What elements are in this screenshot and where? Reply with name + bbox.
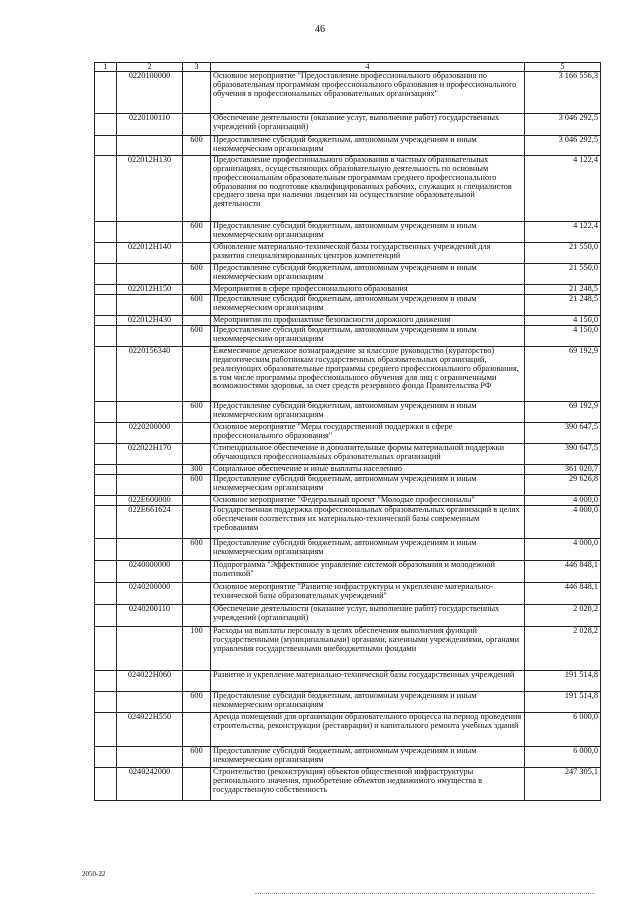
description-cell: Предоставление субсидий бюджетным, автономным учреждениям и иным некоммерческим организациям [211, 747, 525, 768]
budget-code-cell [117, 136, 183, 156]
table-row [95, 475, 601, 496]
expense-type-cell: 600 [183, 295, 211, 316]
row-index-cell [95, 264, 117, 285]
description-cell: Предоставление профессионального образования в частных образовательных организациях, осуществляющих образовательную деятельность по основным профессиональным образовательным программам среднего профессионального образования по подготовке квалифицированных рабочих, служащих и специалистов среднего звена при наличии лицензии на осуществление образовательной деятельности [211, 156, 525, 222]
row-index-cell [95, 465, 117, 475]
expense-type-cell: 600 [183, 136, 211, 156]
expense-type-cell: 300 [183, 465, 211, 475]
row-index-cell [95, 444, 117, 465]
budget-code-cell: 0240242000 [117, 768, 183, 801]
description-cell: Строительство (реконструкция) объектов общественной инфраструктуры регионального значения, приобретение объектов недвижимого имущества в государственную собственность [211, 768, 525, 801]
description-cell: Развитие и укрепление материально-технической базы государственных учреждений [211, 671, 525, 692]
row-index-cell [95, 114, 117, 136]
budget-code-cell: 0220200000 [117, 423, 183, 444]
expense-type-cell [183, 72, 211, 114]
amount-cell: 4 150,0 [525, 326, 601, 347]
amount-cell: 390 647,5 [525, 444, 601, 465]
expense-type-cell [183, 605, 211, 627]
row-index-cell [95, 747, 117, 768]
expense-type-cell [183, 285, 211, 295]
expense-type-cell: 600 [183, 402, 211, 423]
description-cell: Обновление материально-технической базы государственных учреждений для развития специализированных центров компетенций [211, 243, 525, 264]
amount-cell: 69 192,9 [525, 347, 601, 402]
expense-type-cell [183, 768, 211, 801]
row-index-cell [95, 475, 117, 496]
amount-cell: 3 046 292,5 [525, 136, 601, 156]
table-row [95, 222, 601, 243]
expense-type-cell [183, 671, 211, 692]
page-number: 46 [315, 24, 325, 35]
budget-code-cell [117, 465, 183, 475]
column-header: 5 [525, 63, 601, 72]
description-cell: Обеспечение деятельности (оказание услуг, выполнение работ) государственных учреждений (организаций) [211, 605, 525, 627]
description-cell: Обеспечение деятельности (оказание услуг, выполнение работ) государственных учреждений (организаций) [211, 114, 525, 136]
table-row [95, 285, 601, 295]
amount-cell: 2 028,2 [525, 627, 601, 671]
table-row [95, 316, 601, 326]
amount-cell: 3 046 292,5 [525, 114, 601, 136]
expense-type-cell [183, 347, 211, 402]
budget-code-cell: 022022Н170 [117, 444, 183, 465]
expense-type-cell [183, 496, 211, 506]
expense-type-cell [183, 444, 211, 465]
table-row [95, 768, 601, 801]
column-header: 3 [183, 63, 211, 72]
description-cell: Подпрограмма "Эффективное управление системой образования и молодежной политикой" [211, 561, 525, 583]
expense-type-cell [183, 316, 211, 326]
column-header: 4 [211, 63, 525, 72]
budget-code-cell: 022Е600000 [117, 496, 183, 506]
row-index-cell [95, 326, 117, 347]
expense-type-cell: 600 [183, 747, 211, 768]
description-cell: Основное мероприятие "Предоставление профессионального образования по образовательным программам профессионального образования и профессионального обучения в профессиональных образовательных организациях" [211, 72, 525, 114]
expense-type-cell: 600 [183, 222, 211, 243]
row-index-cell [95, 605, 117, 627]
description-cell: Предоставление субсидий бюджетным, автономным учреждениям и иным некоммерческим организациям [211, 539, 525, 561]
description-cell: Социальное обеспечение и иные выплаты населению [211, 465, 525, 475]
budget-code-cell: 0240000000 [117, 561, 183, 583]
table-row [95, 347, 601, 402]
budget-code-cell [117, 692, 183, 713]
row-index-cell [95, 627, 117, 671]
budget-code-cell [117, 402, 183, 423]
table-body [95, 72, 601, 801]
amount-cell: 69 192,9 [525, 402, 601, 423]
table-row [95, 402, 601, 423]
row-index-cell [95, 713, 117, 747]
description-cell: Аренда помещений для организации образовательного процесса на период проведения строительства, реконструкции (реставрации) и капитального ремонта учебных зданий [211, 713, 525, 747]
expense-type-cell [183, 243, 211, 264]
amount-cell: 4 000,0 [525, 539, 601, 561]
footer-document-code: 2050-22 [82, 870, 106, 878]
expense-type-cell: 600 [183, 475, 211, 496]
budget-code-cell: 022012Н430 [117, 316, 183, 326]
table-row [95, 264, 601, 285]
table-row [95, 605, 601, 627]
expense-type-cell: 600 [183, 326, 211, 347]
table-row [95, 671, 601, 692]
description-cell: Мероприятия по профилактике безопасности дорожного движения [211, 316, 525, 326]
table-row [95, 627, 601, 671]
description-cell: Предоставление субсидий бюджетным, автономным учреждениям и иным некоммерческим организациям [211, 295, 525, 316]
table-row [95, 156, 601, 222]
expense-type-cell: 600 [183, 264, 211, 285]
row-index-cell [95, 285, 117, 295]
amount-cell: 6 000,0 [525, 747, 601, 768]
amount-cell: 4 122,4 [525, 222, 601, 243]
amount-cell: 4 150,0 [525, 316, 601, 326]
table-header-row [95, 63, 601, 72]
budget-code-cell [117, 326, 183, 347]
row-index-cell [95, 561, 117, 583]
table-row [95, 243, 601, 264]
expense-type-cell [183, 561, 211, 583]
description-cell: Государственная поддержка профессиональных образовательных организаций в целях обеспечения соответствия их материально-технической базы современным требованиям [211, 506, 525, 539]
amount-cell: 21 248,5 [525, 285, 601, 295]
table-row [95, 444, 601, 465]
amount-cell: 191 514,8 [525, 671, 601, 692]
amount-cell: 4 000,0 [525, 496, 601, 506]
expense-type-cell [183, 506, 211, 539]
expense-type-cell [183, 713, 211, 747]
expense-type-cell [183, 114, 211, 136]
budget-code-cell: 0220100110 [117, 114, 183, 136]
budget-code-cell: 022Е661624 [117, 506, 183, 539]
amount-cell: 3 166 556,3 [525, 72, 601, 114]
description-cell: Стипендиальное обеспечение и дополнительные формы материальной поддержки обучающихся профессиональных образовательных организаций [211, 444, 525, 465]
table-row [95, 136, 601, 156]
budget-code-cell [117, 475, 183, 496]
budget-code-cell [117, 747, 183, 768]
description-cell: Предоставление субсидий бюджетным, автономным учреждениям и иным некоммерческим организациям [211, 326, 525, 347]
budget-code-cell: 0220100000 [117, 72, 183, 114]
row-index-cell [95, 423, 117, 444]
budget-code-cell: 022012Н150 [117, 285, 183, 295]
budget-code-cell [117, 295, 183, 316]
amount-cell: 6 000,0 [525, 713, 601, 747]
table-row [95, 561, 601, 583]
amount-cell: 4 122,4 [525, 156, 601, 222]
row-index-cell [95, 136, 117, 156]
expense-type-cell: 600 [183, 539, 211, 561]
table-row [95, 539, 601, 561]
amount-cell: 21 550,0 [525, 243, 601, 264]
amount-cell: 446 848,1 [525, 583, 601, 605]
amount-cell: 446 848,1 [525, 561, 601, 583]
description-cell: Основное мероприятие "Меры государственной поддержки в сфере профессионального образования" [211, 423, 525, 444]
expense-type-cell: 600 [183, 692, 211, 713]
table-row [95, 72, 601, 114]
description-cell: Предоставление субсидий бюджетным, автономным учреждениям и иным некоммерческим организациям [211, 475, 525, 496]
row-index-cell [95, 692, 117, 713]
description-cell: Предоставление субсидий бюджетным, автономным учреждениям и иным некоммерческим организациям [211, 264, 525, 285]
amount-cell: 361 020,7 [525, 465, 601, 475]
table-row [95, 496, 601, 506]
table-row [95, 506, 601, 539]
amount-cell: 2 028,2 [525, 605, 601, 627]
table-row [95, 326, 601, 347]
budget-code-cell: 0240200110 [117, 605, 183, 627]
description-cell: Предоставление субсидий бюджетным, автономным учреждениям и иным некоммерческим организациям [211, 402, 525, 423]
amount-cell: 390 647,5 [525, 423, 601, 444]
row-index-cell [95, 156, 117, 222]
budget-code-cell: 0220156340 [117, 347, 183, 402]
row-index-cell [95, 222, 117, 243]
column-header: 2 [117, 63, 183, 72]
amount-cell: 191 514,8 [525, 692, 601, 713]
row-index-cell [95, 539, 117, 561]
table-row [95, 295, 601, 316]
budget-table [94, 62, 601, 801]
row-index-cell [95, 316, 117, 326]
description-cell: Предоставление субсидий бюджетным, автономным учреждениям и иным некоммерческим организациям [211, 692, 525, 713]
budget-code-cell [117, 264, 183, 285]
description-cell: Ежемесячное денежное вознаграждение за классное руководство (кураторство) педагогическим работникам государственных образовательных организаций, реализующих образовательные программы среднего профессионального образования, в том числе программы профессионального обучения для лиц с ограниченными возможностями здоровья, за счет средств резервного фонда Правительства РФ [211, 347, 525, 402]
table-row [95, 465, 601, 475]
budget-code-cell: 022012Н140 [117, 243, 183, 264]
amount-cell: 29 626,8 [525, 475, 601, 496]
description-cell: Предоставление субсидий бюджетным, автономным учреждениям и иным некоммерческим организациям [211, 136, 525, 156]
column-header: 1 [95, 63, 117, 72]
amount-cell: 247 305,1 [525, 768, 601, 801]
amount-cell: 4 000,0 [525, 506, 601, 539]
description-cell: Предоставление субсидий бюджетным, автономным учреждениям и иным некоммерческим организациям [211, 222, 525, 243]
expense-type-cell [183, 583, 211, 605]
description-cell: Основное мероприятие "Федеральный проект "Молодые профессионалы" [211, 496, 525, 506]
row-index-cell [95, 347, 117, 402]
amount-cell: 21 248,5 [525, 295, 601, 316]
budget-code-cell [117, 539, 183, 561]
budget-code-cell: 024022Н550 [117, 713, 183, 747]
scan-artifact-line [255, 893, 595, 895]
budget-code-cell [117, 627, 183, 671]
row-index-cell [95, 72, 117, 114]
budget-code-cell: 024022Н060 [117, 671, 183, 692]
table-row [95, 583, 601, 605]
budget-code-cell: 0240200000 [117, 583, 183, 605]
budget-code-cell [117, 222, 183, 243]
row-index-cell [95, 243, 117, 264]
row-index-cell [95, 402, 117, 423]
expense-type-cell [183, 423, 211, 444]
table-row [95, 114, 601, 136]
expense-type-cell [183, 156, 211, 222]
row-index-cell [95, 671, 117, 692]
table-row [95, 692, 601, 713]
description-cell: Основное мероприятие "Развитие инфраструктуры и укрепление материально-технической базы образовательных учреждений" [211, 583, 525, 605]
description-cell: Расходы на выплаты персоналу в целях обеспечения выполнения функций государственными (муниципальными) органами, казенными учреждениями, органами управления государственными внебюджетными фондами [211, 627, 525, 671]
budget-code-cell: 022012Н130 [117, 156, 183, 222]
table-row [95, 423, 601, 444]
row-index-cell [95, 496, 117, 506]
table-row [95, 747, 601, 768]
row-index-cell [95, 295, 117, 316]
description-cell: Мероприятия в сфере профессионального образования [211, 285, 525, 295]
amount-cell: 21 550,0 [525, 264, 601, 285]
row-index-cell [95, 768, 117, 801]
row-index-cell [95, 506, 117, 539]
expense-type-cell: 100 [183, 627, 211, 671]
table-row [95, 713, 601, 747]
row-index-cell [95, 583, 117, 605]
